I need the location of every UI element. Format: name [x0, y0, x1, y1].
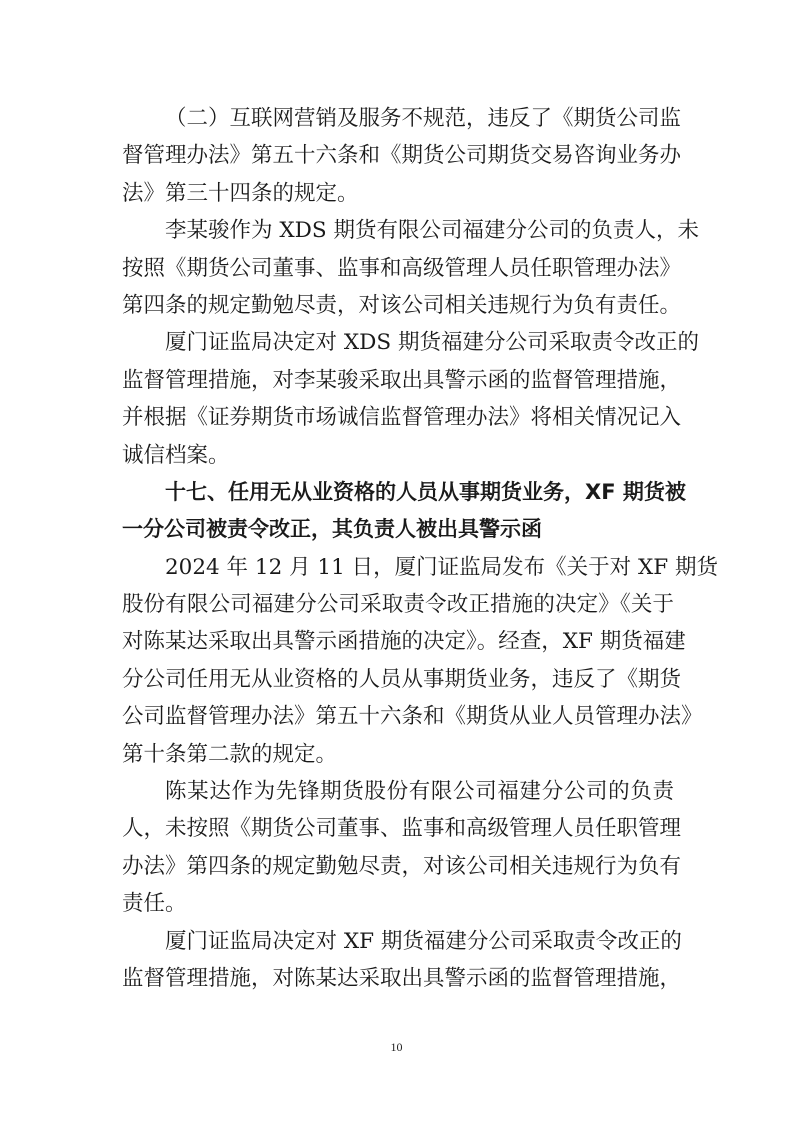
text-line: 陈某达作为先锋期货股份有限公司福建分公司的负责: [165, 779, 674, 805]
body-paragraph: [122, 773, 682, 923]
text-line: 按照《期货公司董事、监事和高级管理人员任职管理办法》: [122, 255, 682, 281]
body-paragraph: [122, 212, 699, 324]
text-line: 督管理办法》第五十六条和《期货公司期货交易咨询业务办: [122, 143, 682, 169]
body-paragraph: [122, 549, 718, 773]
section-heading: [122, 474, 686, 549]
text-line: 诚信档案。: [122, 442, 230, 468]
text-line: 厦门证监局决定对 XDS 期货福建分公司采取责令改正的: [165, 330, 699, 356]
text-line: 李某骏作为 XDS 期货有限公司福建分公司的负责人，未: [165, 218, 699, 244]
text-line: 分公司任用无从业资格的人员从事期货业务，违反了《期货: [122, 666, 682, 692]
text-line: 第四条的规定勤勉尽责，对该公司相关违规行为负有责任。: [122, 292, 682, 318]
text-line: （二）互联网营销及服务不规范，违反了《期货公司监: [165, 106, 682, 131]
text-line: 对陈某达采取出具警示函措施的决定》。经查，XF 期货福建: [122, 629, 686, 655]
text-line: 厦门证监局决定对 XF 期货福建分公司采取责令改正的: [165, 928, 682, 954]
text-line: 2024 年 12 月 11 日，厦门证监局发布《关于对 XF 期货: [165, 554, 718, 580]
text-line: 办法》第四条的规定勤勉尽责，对该公司相关违规行为负有: [122, 853, 682, 879]
text-line: 法》第三十四条的规定。: [122, 180, 359, 206]
text-line: 监督管理措施，对陈某达采取出具警示函的监督管理措施，: [122, 965, 682, 991]
text-line: 监督管理措施，对李某骏采取出具警示函的监督管理措施，: [122, 367, 682, 393]
body-paragraph: [122, 100, 682, 212]
page-number: 10: [390, 1040, 403, 1054]
text-line: 股份有限公司福建分公司采取责令改正措施的决定》《关于: [122, 592, 674, 618]
body-paragraph: [122, 324, 699, 474]
text-line: 人，未按照《期货公司董事、监事和高级管理人员任职管理: [122, 816, 682, 842]
text-line: 一分公司被责令改正，其负责人被出具警示函: [122, 517, 542, 542]
text-line: 公司监督管理办法》第五十六条和《期货从业人员管理办法》: [122, 704, 703, 730]
document-body: [122, 100, 718, 997]
text-line: 第十条第二款的规定。: [122, 741, 338, 767]
text-line: 并根据《证券期货市场诚信监督管理办法》将相关情况记入: [122, 405, 682, 431]
body-paragraph: [122, 923, 682, 998]
text-line: 责任。: [122, 891, 187, 917]
text-line: 十七、任用无从业资格的人员从事期货业务，XF 期货被: [165, 479, 686, 504]
